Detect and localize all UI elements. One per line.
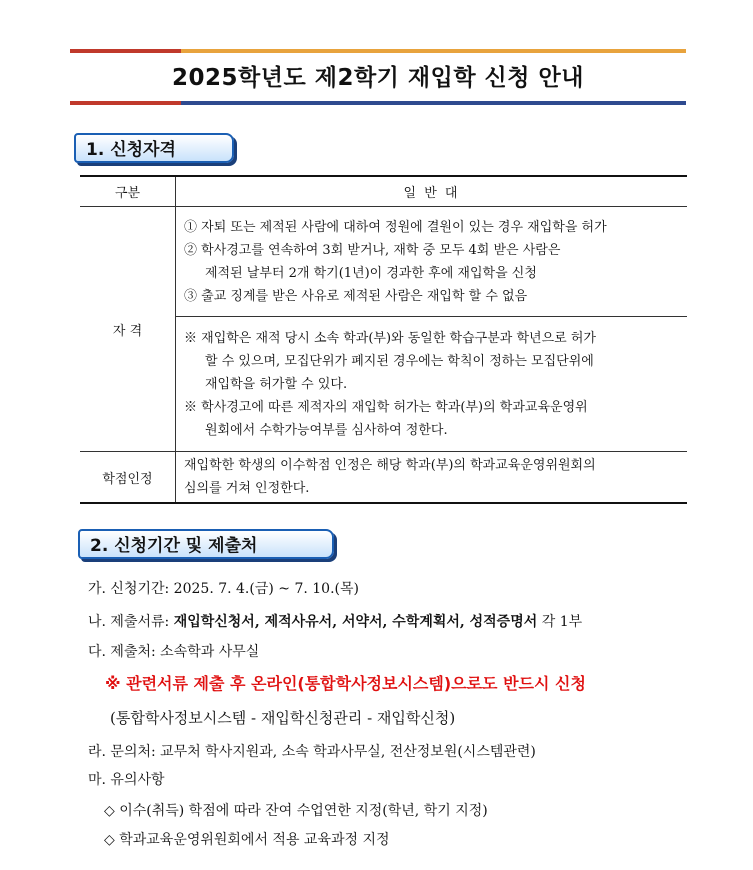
- col-header-category: 구분: [80, 176, 176, 207]
- section2-heading: 2. 신청기간 및 제출처: [78, 529, 334, 559]
- system-path: (통합학사정보시스템 - 재입학신청관리 - 재입학신청): [110, 709, 456, 727]
- qual-item-3: ③ 출교 징계를 받은 사유로 제적된 사람은 재입학 할 수 없음: [184, 288, 528, 304]
- online-notice: ※ 관련서류 제출 후 온라인(통합학사정보시스템)으로도 반드시 신청: [105, 674, 586, 693]
- credit-label: 학점인정: [80, 452, 176, 504]
- documents-prefix: 나. 제출서류:: [88, 614, 174, 630]
- qual-item-1: ① 자퇴 또는 제적된 사람에 대하여 정원에 결원이 있는 경우 재입학을 허가: [184, 219, 607, 235]
- documents-suffix: 각 1부: [537, 614, 583, 630]
- documents: [88, 611, 582, 631]
- section1-heading: 1. 신청자격: [74, 133, 234, 163]
- caution-title: 마. 유의사항: [88, 772, 165, 788]
- note-2: ※ 학사경고에 따른 제적자의 재입학 허가는 학과(부)의 학과교육운영위: [184, 399, 588, 415]
- qual-items: [176, 207, 688, 317]
- col-header-general: 일 반 대: [176, 176, 688, 207]
- qual-label: 자 격: [80, 207, 176, 452]
- caution-1: ◇ 이수(취득) 학점에 따라 잔여 수업연한 지정(학년, 학기 지정): [104, 803, 488, 819]
- note-2b: 원회에서 수학가능여부를 심사하여 정한다.: [205, 422, 448, 438]
- note-1b: 할 수 있으며, 모집단위가 폐지된 경우에는 학칙이 정하는 모집단위에: [205, 353, 594, 369]
- title-rule-top: [70, 49, 686, 53]
- page-title: 2025학년도 제2학기 재입학 신청 안내: [172, 65, 584, 91]
- note-1c: 재입학을 허가할 수 있다.: [205, 376, 348, 392]
- submit-place: 다. 제출처: 소속학과 사무실: [88, 644, 260, 660]
- title-rule-bottom: [70, 101, 686, 105]
- period: 가. 신청기간: 2025. 7. 4.(금) ~ 7. 10.(목): [88, 581, 359, 597]
- qual-item-2b: 제적된 날부터 2개 학기(1년)이 경과한 후에 재입학을 신청: [205, 265, 537, 281]
- credit-text: [176, 452, 688, 504]
- qualification-table: [80, 175, 687, 504]
- credit-line-2: 심의를 거쳐 인정한다.: [184, 481, 310, 496]
- contact: 라. 문의처: 교무처 학사지원과, 소속 학과사무실, 전산정보원(시스템관련): [88, 744, 536, 760]
- credit-line-1: 재입학한 학생의 이수학점 인정은 해당 학과(부)의 학과교육운영위원회의: [184, 458, 596, 473]
- note-1: ※ 재입학은 재적 당시 소속 학과(부)와 동일한 학습구분과 학년으로 허가: [184, 330, 596, 346]
- qual-notes: [176, 317, 688, 452]
- qual-item-2: ② 학사경고를 연속하여 3회 받거나, 재학 중 모두 4회 받은 사람은: [184, 242, 561, 258]
- documents-list: 재입학신청서, 제적사유서, 서약서, 수학계획서, 성적증명서: [173, 614, 538, 630]
- caution-2: ◇ 학과교육운영위원회에서 적용 교육과정 지정: [104, 832, 390, 848]
